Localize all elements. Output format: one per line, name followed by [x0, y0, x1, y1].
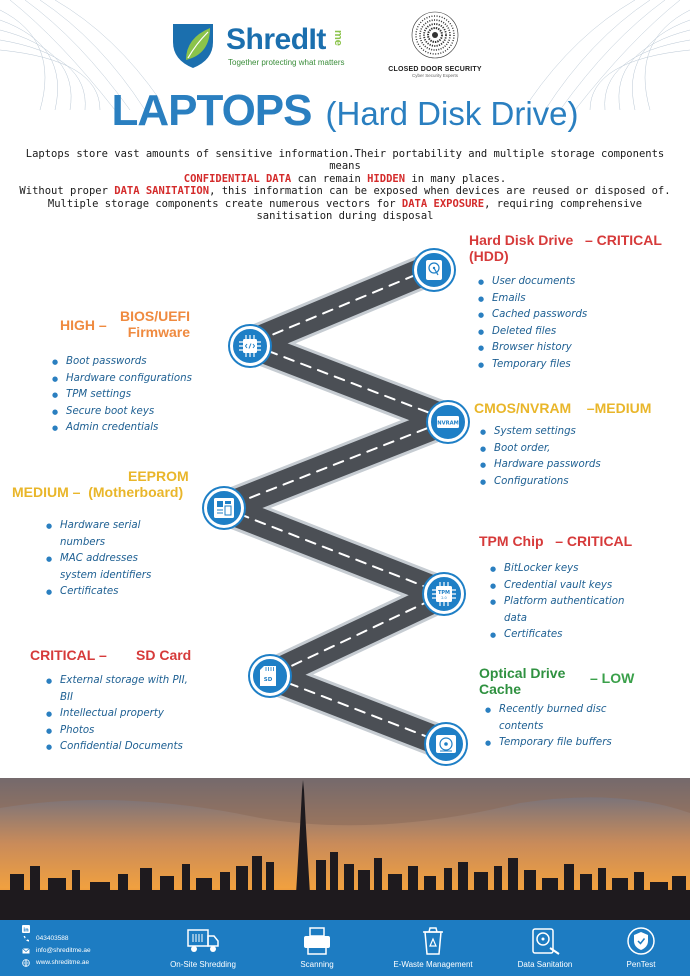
title-sub: (Hard Disk Drive) [325, 95, 579, 132]
list-item: ● Temporary file buffers [485, 735, 612, 752]
list-item: ● Browser history [478, 340, 587, 357]
chip-code-icon [238, 334, 262, 358]
list-item: ● Admin credentials [52, 420, 192, 437]
recycle-bin-icon [416, 926, 450, 956]
disk-sanitation-icon [528, 926, 562, 956]
optical-drive-node [426, 724, 466, 764]
intro-text: Multiple storage components create numerous vectors for [47, 197, 402, 210]
service-scanning[interactable] [272, 926, 362, 969]
email-icon [22, 947, 30, 955]
list-item: ● Intellectual property [46, 706, 188, 723]
eeprom-heading-line2 [12, 484, 183, 500]
eeprom-name: EEPROM [128, 468, 189, 484]
tpm-chip-icon [432, 582, 456, 606]
optical-level: – LOW [590, 670, 635, 686]
globe-icon [22, 959, 30, 967]
service-label: E-Waste Management [393, 960, 473, 969]
service-data-sanitation[interactable] [500, 926, 590, 969]
highlight-text: CONFIDENTIAL DATA [183, 172, 292, 185]
list-item: ● TPM settings [52, 387, 192, 404]
list-item: ● System settings [480, 424, 601, 441]
eeprom-list [46, 518, 151, 601]
svg-text:in: in [23, 927, 29, 933]
list-item: data [504, 612, 527, 624]
tpm-label: TPM [437, 590, 451, 596]
pentest-shield-icon [624, 926, 658, 956]
tpm-heading [479, 533, 632, 549]
list-item: ● Temporary files [478, 357, 587, 374]
hdd-node [414, 250, 454, 290]
optical-list [485, 702, 612, 752]
intro-line: Laptops store vast amounts of sensitive information.Their portability and multiple storage components means [25, 148, 665, 173]
partner-tagline: Cyber Security Experts [411, 73, 458, 78]
phone-row [22, 933, 91, 945]
list-item: ● Deleted files [478, 324, 587, 341]
hdd-level: – CRITICAL [584, 232, 662, 248]
footer-bar [0, 920, 690, 976]
eeprom-level: MEDIUM – [12, 484, 81, 500]
list-item: ● Confidential Documents [46, 739, 188, 756]
tpm-node [424, 574, 464, 614]
bios-name-line2: Firmware [127, 324, 190, 340]
linkedin-icon[interactable] [22, 925, 30, 933]
phone-icon [22, 935, 30, 943]
linkedin-row [22, 925, 91, 933]
cmos-node [428, 402, 468, 442]
list-item: ● Emails [478, 291, 587, 308]
list-item: ● MAC addresses [46, 551, 151, 568]
cmos-heading [474, 400, 651, 416]
nvram-chip-icon [436, 410, 460, 434]
intro-text: in many places. [405, 172, 507, 185]
hdd-list [478, 274, 587, 374]
optical-heading [479, 665, 565, 697]
sd-card-node [250, 656, 290, 696]
service-label: Data Sanitation [517, 960, 573, 969]
list-item: ● External storage with PII, [46, 673, 188, 690]
nvram-label: NVRAM [437, 420, 459, 427]
brand-suffix: me [332, 30, 344, 46]
service-e-waste-management[interactable] [388, 926, 478, 969]
list-item: ● Hardware configurations [52, 371, 192, 388]
tpm-version: 2.0 [441, 596, 447, 600]
bios-name: BIOS/UEFI [119, 308, 190, 324]
hdd-name-abbr: (HDD) [469, 248, 509, 264]
list-item: ● Boot passwords [52, 354, 192, 371]
list-item: numbers [60, 536, 106, 548]
list-item: contents [499, 720, 544, 732]
list-item: ● Credential vault keys [490, 578, 624, 595]
sd-label: SD [263, 677, 273, 683]
highlight-text: DATA SANITATION [114, 185, 210, 198]
brand-tagline: Together protecting what matters [228, 58, 345, 67]
list-item: ● BitLocker keys [490, 561, 624, 578]
sd-level: CRITICAL – [30, 647, 107, 663]
service-on-site-shredding[interactable] [158, 926, 248, 969]
optical-disc-icon [434, 732, 458, 756]
website-url[interactable]: www.shreditme.ae [36, 959, 90, 966]
highlight-text: DATA EXPOSURE [401, 197, 485, 210]
intro-text: Without proper [19, 185, 115, 198]
list-item: ● Photos [46, 723, 188, 740]
cmos-name: CMOS/NVRAM [474, 400, 572, 416]
tpm-list [490, 561, 624, 644]
scanner-icon [300, 926, 334, 956]
eeprom-node [204, 488, 244, 528]
eeprom-name-line2: (Motherboard) [88, 484, 184, 500]
list-item: ● Hardware serial [46, 518, 151, 535]
service-label: On-Site Shredding [170, 960, 236, 969]
brand-name: ShredIt [226, 23, 326, 56]
email-row [22, 945, 91, 957]
list-item: ● Secure boot keys [52, 404, 192, 421]
hdd-name: Hard Disk Drive [469, 232, 574, 248]
sd-card-icon [258, 664, 282, 688]
list-item: ● Certificates [46, 584, 151, 601]
intro-line: sanitisation during disposal [256, 210, 434, 223]
service-label: Scanning [300, 960, 334, 969]
optical-name: Optical Drive [479, 665, 566, 681]
hard-disk-icon [422, 258, 446, 282]
email-address[interactable]: info@shreditme.ae [36, 947, 91, 954]
optical-name-line2: Cache [479, 681, 522, 697]
list-item: BII [60, 691, 73, 703]
list-item: ● Certificates [490, 627, 624, 644]
sd-name: SD Card [136, 647, 192, 663]
bios-node [230, 326, 270, 366]
tpm-level: – CRITICAL [555, 533, 633, 549]
motherboard-icon [212, 496, 236, 520]
cmos-list [480, 424, 601, 490]
list-item: system identifiers [60, 569, 152, 581]
list-item: ● Recently burned disc [485, 702, 612, 719]
list-item: ● Configurations [480, 474, 601, 491]
list-item: ● Platform authentication [490, 594, 624, 611]
title-main: LAPTOPS [111, 86, 312, 135]
shredding-truck-icon [186, 926, 220, 956]
bios-heading [118, 308, 190, 340]
bios-list [52, 354, 192, 437]
contact-info [22, 925, 91, 969]
list-item: ● User documents [478, 274, 587, 291]
tpm-name: TPM Chip [479, 533, 544, 549]
bios-level: HIGH – [60, 317, 107, 333]
partner-name: CLOSED DOOR SECURITY [388, 66, 482, 73]
list-item: ● Cached passwords [478, 307, 587, 324]
sd-list [46, 673, 188, 756]
intro-text: , requiring comprehensive [484, 197, 643, 210]
hdd-heading [469, 232, 662, 264]
list-item: ● Hardware passwords [480, 457, 601, 474]
cmos-level: –MEDIUM [586, 400, 652, 416]
web-row [22, 957, 91, 969]
intro-text: can remain [291, 172, 368, 185]
intro-text: , this information can be exposed when devices are reused or disposed of. [209, 185, 671, 198]
service-pentest[interactable] [596, 926, 686, 969]
highlight-text: HIDDEN [367, 172, 406, 185]
list-item: ● Boot order, [480, 441, 601, 458]
city-skyline-image [0, 778, 690, 924]
phone-number[interactable]: 043403588 [36, 935, 69, 942]
service-label: PenTest [626, 960, 656, 969]
